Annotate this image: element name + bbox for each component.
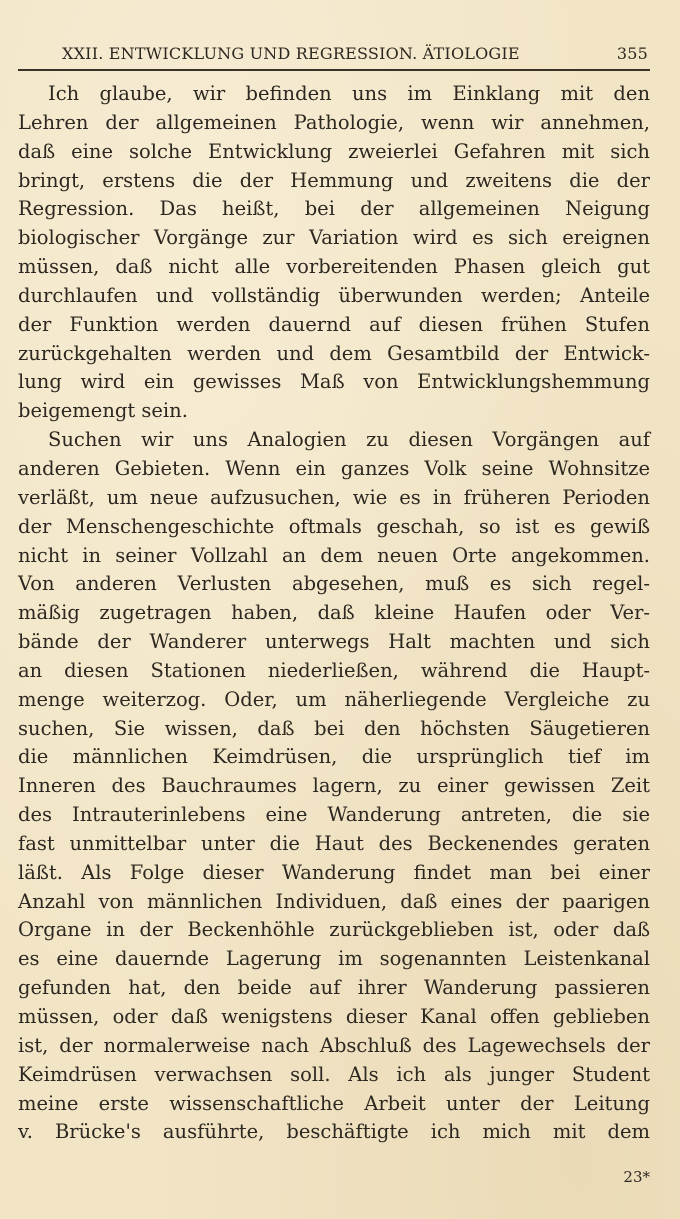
text-line: v. Brücke's ausführte, beschäftigte ich mich mit dem — [18, 1120, 650, 1144]
text-line: Regression. Das heißt, bei der allgemeinen Neigung — [18, 197, 650, 221]
text-line: verläßt, um neue aufzusuchen, wie es in früheren Perioden — [18, 485, 650, 509]
signature-mark: 23* — [623, 1168, 650, 1186]
text-line: Ich glaube, wir befinden uns im Einklang mit den — [48, 82, 650, 105]
text-line: nicht in seiner Vollzahl an dem neuen Orte angekommen. — [18, 543, 650, 567]
body-text — [18, 80, 650, 1147]
text-line: suchen, Sie wissen, daß bei den höchsten Säugetieren — [18, 716, 650, 740]
text-line: bände der Wanderer unterwegs Halt machten und sich — [18, 630, 650, 654]
text-line: mäßig zugetragen haben, daß kleine Haufen oder Ver- — [18, 601, 650, 625]
text-line: müssen, oder daß wenigstens dieser Kanal offen geblieben — [18, 1005, 650, 1028]
text-line: der Funktion werden dauernd auf diesen frühen Stufen — [18, 312, 650, 336]
text-line: meine erste wissenschaftliche Arbeit unter der Leitung — [18, 1091, 650, 1115]
text-line: zurückgehalten werden und dem Gesamtbild der Entwick- — [18, 341, 650, 365]
text-line: fast unmittelbar unter die Haut des Beckenendes geraten — [18, 831, 650, 855]
text-line: lung wird ein gewisses Maß von Entwicklungshemmung — [18, 370, 650, 394]
text-line: menge weiterzog. Oder, um näherliegende Vergleiche zu — [18, 687, 650, 711]
text-line: es eine dauernde Lagerung im sogenannten Leistenkanal — [18, 947, 650, 971]
text-line: beigemengt sein. — [18, 399, 188, 423]
running-header — [18, 44, 650, 68]
text-line: Lehren der allgemeinen Pathologie, wenn wir annehmen, — [18, 110, 650, 134]
text-line: biologischer Vorgänge zur Variation wird es sich ereignen — [18, 226, 650, 250]
text-line: die männlichen Keimdrüsen, die ursprünglich tief im — [18, 745, 650, 769]
text-line: Organe in der Beckenhöhle zurückgeblieben ist, oder daß — [18, 918, 650, 942]
chapter-title: XXII. ENTWICKLUNG UND REGRESSION. ÄTIOLOGIE — [62, 44, 520, 63]
text-line: gefunden hat, den beide auf ihrer Wanderung passieren — [18, 976, 650, 1000]
text-line: müssen, daß nicht alle vorbereitenden Phasen gleich gut — [18, 255, 650, 279]
text-line: Suchen wir uns Analogien zu diesen Vorgängen auf — [48, 428, 650, 452]
text-line: Inneren des Bauchraumes lagern, zu einer gewissen Zeit — [18, 774, 650, 798]
text-line: an diesen Stationen niederließen, während die Haupt- — [18, 658, 650, 682]
header-rule — [18, 69, 650, 71]
text-line: läßt. Als Folge dieser Wanderung findet man bei einer — [18, 860, 650, 884]
text-line: bringt, erstens die der Hemmung und zweitens die der — [18, 168, 650, 192]
page-number: 355 — [616, 44, 648, 63]
text-line: Von anderen Verlusten abgesehen, muß es sich regel- — [18, 572, 650, 596]
text-line: Anzahl von männlichen Individuen, daß eines der paarigen — [18, 889, 650, 913]
text-line: daß eine solche Entwicklung zweierlei Gefahren mit sich — [18, 139, 650, 163]
text-line: der Menschengeschichte oftmals geschah, so ist es gewiß — [18, 514, 650, 538]
text-line: durchlaufen und vollständig überwunden werden; Anteile — [18, 283, 650, 307]
text-line: des Intrauterinlebens eine Wanderung antreten, die sie — [18, 803, 650, 827]
text-line: Keimdrüsen verwachsen soll. Als ich als junger Student — [18, 1062, 650, 1086]
text-line: ist, der normalerweise nach Abschluß des Lagewechsels der — [18, 1033, 650, 1057]
text-line: anderen Gebieten. Wenn ein ganzes Volk seine Wohnsitze — [18, 456, 650, 480]
